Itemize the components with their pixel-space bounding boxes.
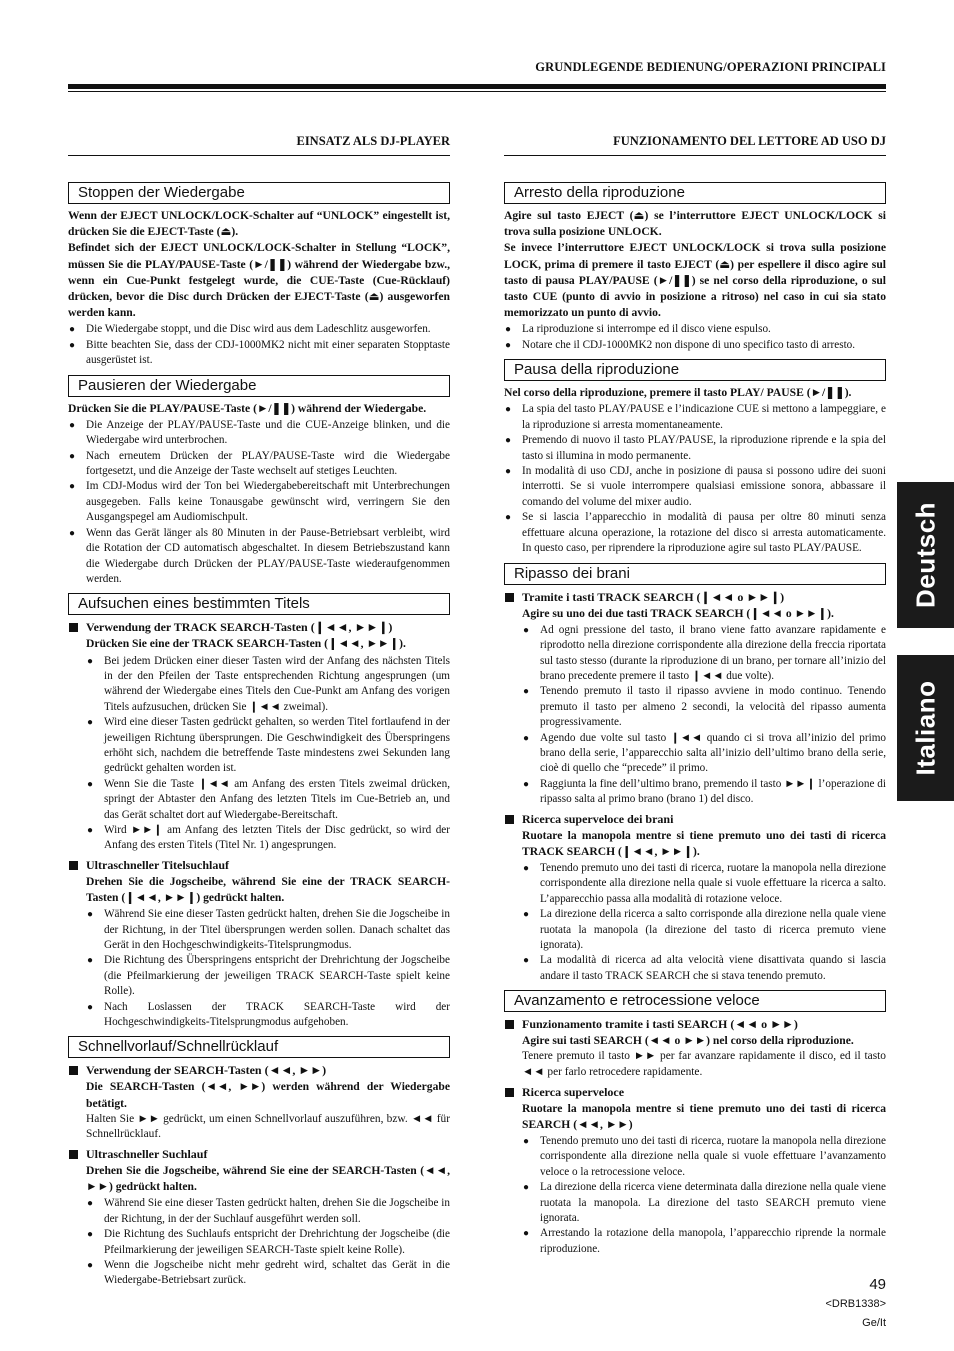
list-item: ● La riproduzione si interrompe ed il disco viene espulso. [504,322,886,337]
bullet-list [68,907,450,1030]
section-title: Pausa della riproduzione [504,359,886,381]
lead-text: Nel corso della riproduzione, premere il tasto PLAY/ PAUSE (►/❚❚). [504,386,852,400]
subsection-heading: Ultraschneller Titelsuchlauf [68,857,450,874]
list-item: ● Tenendo premuto uno dei tasti di ricerca, ruotare la manopola nella direzione corrispondente alla direzione nella quale si vuole effettuare la ricerca a salto. L’apparecchio passa alla modalità di rotazione veloce. [522,861,886,907]
german-column [68,134,450,1289]
lead-text: Agire sui tasti SEARCH (◄◄ o ►►) nel corso della riproduzione. [522,1034,854,1048]
list-item: ● Premendo di nuovo il tasto PLAY/PAUSE, la riproduzione riprende e la spia del tasto si illumina in modo permanente. [504,433,886,464]
list-item: ● In modalità di uso CDJ, anche in posizione di pausa si possono udire dei suoni interrotti. Se si vuole interrompere qualsiasi emissione sonora, abbassare il comando del volume del mixer audio. [504,464,886,510]
language-tab-deutsch [897,482,954,628]
language-tab-label: Italiano [910,680,940,776]
bullet-list [68,1196,450,1288]
page-header-title: GRUNDLEGENDE BEDIENUNG/OPERAZIONI PRINCIPALI [535,60,886,74]
section-stop-de [68,182,450,369]
section-title: Aufsuchen eines bestimmten Titels [68,593,450,615]
lead-text: Agire sul tasto EJECT (⏏) se l’interruttore EJECT UNLOCK/LOCK si trova sulla posizione UNLOCK. [504,209,886,239]
lead-text: Agire su uno dei due tasti TRACK SEARCH (❙◄◄ o ►►❙). [522,606,834,620]
bullet-list [504,322,886,353]
bullet-list [504,623,886,808]
subsection-heading: Ricerca superveloce [504,1084,886,1101]
list-item: ● Bitte beachten Sie, dass der CDJ-1000MK2 nicht mit einer separaten Stopptaste ausgerüstet ist. [68,338,450,369]
section-title: Pausieren der Wiedergabe [68,375,450,397]
subsection-heading: Verwendung der SEARCH-Tasten (◄◄, ►►) [68,1062,450,1079]
lead-text: Wenn der EJECT UNLOCK/LOCK-Schalter auf “UNLOCK” eingestellt ist, drücken Sie die EJECT-Taste (⏏). [68,209,450,239]
lead-text: Ruotare la manopola mentre si tiene premuto uno dei tasti di ricerca SEARCH (◄◄, ►►) [522,1101,886,1131]
bullet-list [504,402,886,556]
list-item: ● Tenendo premuto il tasto il ripasso avviene in modo continuo. Tenendo premuto il tasto per almeno 2 secondi, la velocità del ripasso aumenta progressivamente. [522,684,886,730]
list-item: ● Die Richtung des Suchlaufs entspricht der Drehrichtung der Jogscheibe (die Pfeilmarkierung der jeweiligen SEARCH-Taste spielt keine Rolle). [86,1227,450,1258]
lead-text: Drücken Sie die PLAY/PAUSE-Taste (►/❚❚) während der Wiedergabe. [68,401,427,415]
section-title: Arresto della riproduzione [504,182,886,204]
document-code: <DRB1338> [825,1298,886,1310]
lead-text: Drehen Sie die Jogscheibe, während Sie eine der TRACK SEARCH-Tasten (❙◄◄, ►►❙) gedrückt halten. [86,874,450,904]
language-code: Ge/It [862,1317,886,1329]
subsection-heading: Tramite i tasti TRACK SEARCH (❙◄◄ o ►►❙) [504,589,886,606]
section-title: Ripasso dei brani [504,563,886,585]
list-item: ● Wenn Sie die Taste ❙◄◄ am Anfang des ersten Titels zweimal drücken, springt der Abtaster den Anfang des letzten Titels im Cue-Betrieb an, und das Gerät schaltet dort auf Wiedergabe-Bereitschaft. [86,777,450,823]
list-item: ● Bei jedem Drücken einer dieser Tasten wird der Anfang des nächsten Titels in der den Pfeilen der Taste entsprechenden Richtung angesprungen (um während der Wiedergabe eines Titels den Cue-Punkt am Anfang des vorigen Titels aufzusuchen, drücken Sie ❙◄◄ zweimal). [86,654,450,716]
italian-column-title: FUNZIONAMENTO DEL LETTORE AD USO DJ [504,134,886,156]
list-item: ● Raggiunta la fine dell’ultimo brano, premendo il tasto ►►❙ l’operazione di ripasso salta al primo brano (brano 1) del disco. [522,777,886,808]
list-item: ● Wird eine dieser Tasten gedrückt gehalten, so werden Titel fortlaufend in der jeweiligen Richtung übersprungen. Die Geschwindigkeit des Überspringens erhöht sich, nachdem die betreffende Taste mindestens zwei Sekunden lang gedrückt gehalten worden ist. [86,715,450,777]
lead-text: Drücken Sie eine der TRACK SEARCH-Tasten (❙◄◄, ►►❙). [86,637,406,651]
italian-column [504,134,886,1257]
header-thick-rule [68,84,886,89]
subsection-heading: Ricerca superveloce dei brani [504,811,886,828]
section-search-de [68,593,450,1030]
list-item: ● Im CDJ-Modus wird der Ton bei Wiedergabebereitschaft mit Unterbrechungen ausgegeben. Falls keine Tonausgabe gewünscht wird, verringern Sie den Ausgangspegel am Audiomischpult. [68,479,450,525]
section-title: Avanzamento e retrocessione veloce [504,990,886,1012]
lead-text: Se invece l’interruttore EJECT UNLOCK/LOCK si trova sulla posizione LOCK, prima di premere il tasto EJECT (⏏) per espellere il disco agire sul tasto di pausa PLAY/PAUSE (►/❚❚) se nel corso della riproduzione, o sul tasto CUE (punto di avvio in posizione a ritroso) nel caso in cui sia stato memorizzato un punto di avvio. [504,241,886,320]
list-item: ● Wird ►►❙ am Anfang des letzten Titels der Disc gedrückt, so wird der Anfang des ersten Titels (Titel Nr. 1) angesprungen. [86,823,450,854]
page-number: 49 [869,1276,886,1293]
list-item: ● Tenendo premuto uno dei tasti di ricerca, ruotare la manopola nella direzione corrispondente alla direzione nella quale si vuole effettuare l’avanzamento veloce o la retrocessione veloce. [522,1134,886,1180]
subsection-heading: Verwendung der TRACK SEARCH-Tasten (❙◄◄, ►►❙) [68,619,450,636]
list-item: ● La spia del tasto PLAY/PAUSE e l’indicazione CUE si mettono a lampeggiare, e la riproduzione si arresta momentaneamente. [504,402,886,433]
bullet-list [504,861,886,984]
section-scan-de [68,1036,450,1288]
list-item: ● La direzione della ricerca a salto corrisponde alla direzione nella quale viene ruotata la manopola (la direzione del tasto di ricerca premuto viene ignorata). [522,907,886,953]
list-item: ● La direzione della ricerca viene determinata dalla direzione nella quale viene ruotata la manopola. La direzione del tasto SEARCH premuto viene ignorata. [522,1180,886,1226]
list-item: ● Agendo due volte sul tasto ❙◄◄ quando ci si trova all’inizio del primo brano della serie, l’apparecchio salta all’inizio dell’ultimo brano della serie, cioè di quello che “precede” il primo. [522,731,886,777]
list-item: ● Während Sie eine dieser Tasten gedrückt halten, drehen Sie die Jogscheibe in der Richtung, in der der Suchlauf ausgeführt werden soll. [86,1196,450,1227]
list-item: ● Arrestando la rotazione della manopola, l’apparecchio riprende la normale riproduzione. [522,1226,886,1257]
list-item: ● Notare che il CDJ-1000MK2 non dispone di uno specifico tasto di arresto. [504,338,886,353]
lead-text: Befindet sich der EJECT UNLOCK/LOCK-Schalter in Stellung “LOCK”, müssen Sie die PLAY/PAUSE-Taste (►/❚❚) während der Wiedergabe bzw., wenn ein Cue-Punkt festgelegt wurde, die CUE-Taste (Cue-Rücklauf) drücken, bevor die Disc durch Drücken der EJECT-Taste (⏏) ausgeworfen werden kann. [68,241,450,320]
list-item: ● Wenn das Gerät länger als 80 Minuten in der Pause-Betriebsart verbleibt, wird die Rotation der CD automatisch abgeschaltet. In diesem Betriebszustand kann die Wiedergabe durch Drücken der PLAY/PAUSE-Taste wiederaufgenommen werden. [68,526,450,588]
list-item: ● Die Anzeige der PLAY/PAUSE-Taste und die CUE-Anzeige blinken, und die Wiedergabe wird unterbrochen. [68,418,450,449]
german-column-title: EINSATZ ALS DJ-PLAYER [68,134,450,156]
section-pause-de [68,375,450,588]
list-item: ● Ad ogni pressione del tasto, il brano viene fatto avanzare rapidamente e riprodotto nella direzione corrispondente alla direzione della freccia riportata sul tasto stesso (durante la riproduzione di un brano, per tornare all’inizio del brano precedente premere il tasto ❙◄◄ due volte). [522,623,886,685]
lead-text: Drehen Sie die Jogscheibe, während Sie eine der SEARCH-Tasten (◄◄, ►►) gedrückt halten. [86,1164,450,1194]
list-item: ● Wenn die Jogscheibe nicht mehr gedreht wird, schaltet das Gerät in die Wiedergabe-Betriebsart zurück. [86,1258,450,1289]
bullet-list [504,1134,886,1257]
section-pause-it [504,359,886,556]
language-tab-label: Deutsch [910,501,940,609]
list-item: ● Die Wiedergabe stoppt, und die Disc wird aus dem Ladeschlitz ausgeworfen. [68,322,450,337]
list-item: ● Se si lascia l’apparecchio in modalità di pausa per oltre 80 minuti senza effettuare alcuna operazione, la rotazione del disco si arresta automaticamente. In questo caso, per riprendere la riproduzione agire sul tasto PLAY/PAUSE. [504,510,886,556]
bullet-list [68,654,450,854]
language-tab-italiano [897,655,954,801]
subsection-heading: Funzionamento tramite i tasti SEARCH (◄◄ o ►►) [504,1016,886,1033]
lead-text: Ruotare la manopola mentre si tiene premuto uno dei tasti di ricerca TRACK SEARCH (❙◄◄, ►►❙). [522,828,886,858]
section-search-it [504,563,886,985]
list-item: ● Nach erneutem Drücken der PLAY/PAUSE-Taste wird die Wiedergabe fortgesetzt, und die Anzeige der Taste wechselt auf stetiges Leuchten. [68,449,450,480]
bullet-list [68,418,450,587]
section-title: Stoppen der Wiedergabe [68,182,450,204]
body-text: Halten Sie ►► gedrückt, um einen Schnellvorlauf auszuführen, bzw. ◄◄ für Schnellrücklauf. [86,1112,450,1141]
section-stop-it [504,182,886,353]
body-text: Tenere premuto il tasto ►► per far avanzare rapidamente il disco, ed il tasto ◄◄ per farlo retrocedere rapidamente. [522,1050,886,1079]
list-item: ● La modalità di ricerca ad alta velocità viene disattivata quando si lascia andare il tasto TRACK SEARCH che si stava tenendo premuto. [522,953,886,984]
lead-text: Die SEARCH-Tasten (◄◄, ►►) werden während der Wiedergabe betätigt. [86,1080,450,1110]
header-thin-rule [68,91,886,92]
subsection-heading: Ultraschneller Suchlauf [68,1146,450,1163]
bullet-list [68,322,450,368]
section-title: Schnellvorlauf/Schnellrücklauf [68,1036,450,1058]
list-item: ● Während Sie eine dieser Tasten gedrückt halten, drehen Sie die Jogscheibe in der Richtung, in der Titel übersprungen werden sollen. Danach schaltet das Gerät in den Hochgeschwindigkeits-Titelsprungmodus. [86,907,450,953]
section-scan-it [504,990,886,1257]
list-item: ● Die Richtung des Überspringens entspricht der Drehrichtung der Jogscheibe (die Pfeilmarkierung der jeweiligen TRACK SEARCH-Taste spielt keine Rolle). [86,953,450,999]
list-item: ● Nach Loslassen der TRACK SEARCH-Taste wird der Hochgeschwindigkeits-Titelsprungmodus aufgehoben. [86,1000,450,1031]
